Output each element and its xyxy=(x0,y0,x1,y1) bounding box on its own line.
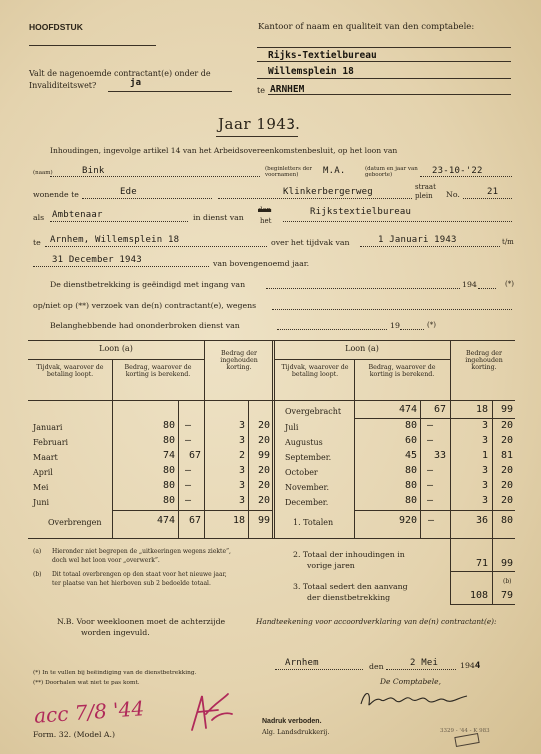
plaats-line xyxy=(275,669,363,670)
stamp-mark xyxy=(454,733,479,747)
footer-datum: 2 Mei xyxy=(410,658,439,668)
totaal2-k1: 71 xyxy=(475,558,488,569)
totalen-b2: — xyxy=(428,515,435,526)
table-vrule xyxy=(274,340,275,538)
korting-cell: 3 xyxy=(481,465,488,476)
bedrag-cents-cell: — xyxy=(427,420,434,431)
kantoor-line-2 xyxy=(257,61,511,62)
overgebracht-label: Overgebracht xyxy=(285,407,342,416)
tijdvak-van: 1 Januari 1943 xyxy=(378,235,457,245)
bedrag-cents-cell: — xyxy=(427,435,434,446)
tijdvak-tot-line xyxy=(33,266,209,267)
month-cell: Augustus xyxy=(285,438,323,447)
adres-line xyxy=(45,246,267,247)
dienstbetrekking-jaar: 194 xyxy=(462,280,477,289)
note-b-line1: Dit totaal overbrengen op den staat voor het nieuwe jaar, xyxy=(52,571,227,578)
korting-cents-cell: 20 xyxy=(500,420,513,431)
woonplaats-line xyxy=(82,198,212,199)
bedrag-cell: 80 xyxy=(162,465,175,476)
als-label: als xyxy=(33,213,45,222)
korting-cell: 3 xyxy=(238,465,245,476)
star-note-2: (**) Doorhalen wat niet te pas komt. xyxy=(33,680,140,686)
straat-label: straat xyxy=(415,183,436,191)
overbrengen-k2: 99 xyxy=(257,515,270,526)
korting-cell: 3 xyxy=(238,435,245,446)
intro-text: Inhoudingen, ingevolge artikel 14 van het Arbeidsovereenkomstenbesluit, op het loon van xyxy=(50,146,398,155)
bedrag-header-left: Bedrag, waarover de korting is berekend. xyxy=(124,364,192,378)
comptabele-signature xyxy=(355,686,475,712)
dienstbetrekking-line xyxy=(266,288,460,289)
month-cell: Februari xyxy=(33,438,69,447)
plein-label: plein xyxy=(415,192,433,200)
table-vrule xyxy=(354,359,355,538)
bedrag-cell: 80 xyxy=(404,465,417,476)
werkgever-value: Rijkstextielbureau xyxy=(310,207,412,217)
onderbroken-jaar-line xyxy=(400,329,424,330)
handwritten-initials xyxy=(188,690,236,734)
loon-header-left: Loon (a) xyxy=(99,344,133,353)
bedrag-cell: 80 xyxy=(162,435,175,446)
korting-cents-cell: 20 xyxy=(257,465,270,476)
table-header-rule-1 xyxy=(28,359,204,360)
korting-cents-cell: 20 xyxy=(257,480,270,491)
footer-jaar-label: 194 xyxy=(460,661,475,670)
note-a-line1: Hieronder niet begrepen de „uitkeeringen wegens ziekte”, xyxy=(52,548,231,555)
month-cell: December. xyxy=(285,498,329,507)
bedrag-cell: 80 xyxy=(162,480,175,491)
korting-cents-cell: 20 xyxy=(500,465,513,476)
footer-jaar-digit: 4 xyxy=(474,661,481,671)
overgebracht-b2: 67 xyxy=(433,404,446,415)
nb-line2: worden ingevuld. xyxy=(81,628,150,637)
totalen-label: 1. Totalen xyxy=(293,518,334,527)
totalen-k2: 80 xyxy=(500,515,513,526)
bedrag-cents-cell: — xyxy=(185,435,192,446)
table-header-rule-2 xyxy=(274,359,450,360)
footer-jaar xyxy=(460,661,481,671)
overbrengen-label: Overbrengen xyxy=(48,518,102,527)
korting-cell: 3 xyxy=(238,495,245,506)
totaal2-rule xyxy=(450,571,515,572)
nadruk-label: Nadruk verboden. xyxy=(262,718,322,725)
den-struck: den xyxy=(258,206,272,214)
jaar-title xyxy=(218,115,300,133)
hoofdstuk-label: HOOFDSTUK xyxy=(29,22,83,32)
month-cell: Mei xyxy=(33,483,49,492)
korting-cell: 3 xyxy=(481,480,488,491)
geboren-line xyxy=(420,176,512,177)
tijdvak-van-line xyxy=(360,246,500,247)
form-label: Form. 32. (Model A.) xyxy=(33,730,116,739)
totaal3-line1: 3. Totaal sedert den aanvang xyxy=(293,582,408,591)
het-label: het xyxy=(260,217,272,225)
straat-line xyxy=(218,198,412,199)
totaal3-k2: 79 xyxy=(500,590,513,601)
bedrag-cents-cell: — xyxy=(427,480,434,491)
onderbroken-text: Belanghebbende had ononderbroken dienst van xyxy=(50,321,240,330)
te-label: te xyxy=(33,238,41,247)
handteekening-label: Handteekening voor accoordverklaring van de(n) contractant(e): xyxy=(256,617,497,626)
month-cell: Maart xyxy=(33,453,58,462)
korting-cell: 3 xyxy=(481,495,488,506)
jaar-label: Jaar 194 xyxy=(218,115,287,133)
naam-line xyxy=(50,176,260,177)
korting-cents-cell: 20 xyxy=(257,435,270,446)
ingehouden-header-left: Bedrag der ingehouden korting. xyxy=(220,350,258,371)
tijdvak-header-left: Tijdvak, waarover de betaling loopt. xyxy=(36,364,104,378)
korting-cell: 3 xyxy=(481,420,488,431)
totaal2-k2: 99 xyxy=(500,558,513,569)
jaar-digit: 3 xyxy=(286,117,296,133)
star-ref-2: (*) xyxy=(427,321,436,329)
invaliditeit-line xyxy=(108,91,232,92)
overbrengen-b1: 474 xyxy=(156,515,175,526)
overgebracht-k1: 18 xyxy=(475,404,488,415)
month-cell: Juli xyxy=(285,423,299,432)
bovengenoemd-text: van bovengenoemd jaar. xyxy=(213,259,310,268)
kantoor-line-1 xyxy=(257,47,511,48)
month-cell: October xyxy=(285,468,318,477)
footer-den: den xyxy=(369,662,384,671)
nummer-line xyxy=(463,198,512,199)
comptabele-label: De Comptabele, xyxy=(380,677,441,686)
bedrag-cell: 60 xyxy=(404,435,417,446)
kantoor-line-3 xyxy=(257,78,511,79)
bedrag-cell: 80 xyxy=(162,420,175,431)
korting-cents-cell: 20 xyxy=(257,495,270,506)
totaal3-line2: der dienstbetrekking xyxy=(307,593,391,602)
woonplaats-value: Ede xyxy=(120,187,137,197)
table-vrule xyxy=(420,400,421,538)
functie-line xyxy=(50,221,188,222)
invaliditeit-answer: ja xyxy=(130,78,142,88)
straat-value: Klinkerbergerweg xyxy=(283,187,373,197)
totalen-b1: 920 xyxy=(398,515,417,526)
korting-cents-cell: 20 xyxy=(257,420,270,431)
dienstbetrekking-jaar-line xyxy=(478,288,496,289)
month-cell: September. xyxy=(285,453,332,462)
bedrag-header-right: Bedrag, waarover de korting is berekend. xyxy=(368,364,436,378)
bedrag-cell: 45 xyxy=(404,450,417,461)
note-a-mark: (a) xyxy=(33,548,42,555)
handwritten-note: acc 7/8 '44 xyxy=(33,696,145,728)
table-bottom-rule xyxy=(28,538,515,539)
korting-cell: 3 xyxy=(238,420,245,431)
no-label: No. xyxy=(446,190,460,199)
overgebracht-k2: 99 xyxy=(500,404,513,415)
jaar-dot: . xyxy=(295,115,301,133)
bedrag-cell: 80 xyxy=(404,420,417,431)
verzoek-line xyxy=(272,309,512,310)
kantoor-name: Rijks-Textielbureau xyxy=(268,50,377,61)
bedrag-cents-cell: — xyxy=(427,465,434,476)
kantoor-line-4 xyxy=(268,94,511,95)
korting-cents-cell: 20 xyxy=(500,495,513,506)
totaal3-k1: 108 xyxy=(469,590,488,601)
voornamen-value: M.A. xyxy=(323,166,346,176)
right-total-rule xyxy=(355,510,515,511)
bedrag-cell: 80 xyxy=(404,480,417,491)
invaliditeit-question-2: Invaliditeitswet? xyxy=(29,81,97,90)
month-cell: Januari xyxy=(33,423,63,432)
bedrag-cents-cell: — xyxy=(185,465,192,476)
note-b-line2: ter plaatse van het hierboven sub 2 bedoelde totaal. xyxy=(52,580,211,587)
totaal2-line2: vorige jaren xyxy=(307,561,355,570)
bedrag-cents-cell: — xyxy=(185,420,192,431)
kantoor-street: Willemsplein 18 xyxy=(268,66,354,77)
korting-cents-cell: 99 xyxy=(257,450,270,461)
onderbroken-jaar: 19 xyxy=(390,321,400,330)
dienst-label: in dienst van xyxy=(193,213,244,222)
korting-cell: 1 xyxy=(481,450,488,461)
onderbroken-line xyxy=(277,329,387,330)
werkgever-adres: Arnhem, Willemsplein 18 xyxy=(50,235,180,245)
month-cell: November. xyxy=(285,483,329,492)
nb-line1: N.B. Voor weekloonen moet de achterzijde xyxy=(57,617,226,626)
totaal3-rule xyxy=(450,604,515,605)
tijdvak-label: over het tijdvak van xyxy=(271,238,350,247)
naam-label: (naam) xyxy=(33,170,53,176)
bedrag-cents-cell: — xyxy=(185,480,192,491)
footer-plaats: Arnhem xyxy=(285,658,319,668)
table-vrule xyxy=(112,359,113,538)
loon-header-right: Loon (a) xyxy=(345,344,379,353)
bedrag-cents-cell: — xyxy=(185,495,192,506)
totaal3-b-mark: (b) xyxy=(503,578,512,585)
geboren-value: 23-10-'22 xyxy=(432,166,483,176)
jaar-underline xyxy=(216,136,298,137)
bedrag-cents-cell: 33 xyxy=(433,450,446,461)
totalen-k1: 36 xyxy=(475,515,488,526)
bedrag-cell: 74 xyxy=(162,450,175,461)
invaliditeit-question-1: Valt de nagenoemde contractant(e) onder de xyxy=(29,69,211,78)
werkgever-line xyxy=(283,221,512,222)
verzoek-text: op/niet op (**) verzoek van de(n) contractant(e), wegens xyxy=(33,301,257,310)
overbrengen-b2: 67 xyxy=(188,515,201,526)
korting-cents-cell: 20 xyxy=(500,480,513,491)
bedrag-cents-cell: 67 xyxy=(188,450,201,461)
datum-line xyxy=(386,669,456,670)
totaal2-line1: 2. Totaal der inhoudingen in xyxy=(293,550,405,559)
naam-value: Bink xyxy=(82,166,105,176)
korting-cents-cell: 20 xyxy=(500,435,513,446)
hoofdstuk-line xyxy=(29,45,156,46)
table-vrule xyxy=(272,340,273,538)
bedrag-cell: 80 xyxy=(404,495,417,506)
star-ref-1: (*) xyxy=(505,280,514,288)
print-code: 3329 - '44 - K 983 xyxy=(440,728,490,734)
ingehouden-header-right: Bedrag der ingehouden korting. xyxy=(465,350,503,371)
month-cell: Juni xyxy=(33,498,50,507)
korting-cell: 2 xyxy=(238,450,245,461)
note-b-mark: (b) xyxy=(33,571,42,578)
month-cell: April xyxy=(33,468,53,477)
nummer-value: 21 xyxy=(487,187,499,197)
overgebracht-rule xyxy=(355,418,515,419)
bedrag-cell: 80 xyxy=(162,495,175,506)
voornamen-label: (beginletters der voornamen) xyxy=(265,166,313,178)
korting-cell: 3 xyxy=(481,435,488,446)
kantoor-label: Kantoor of naam en qualiteit van den comptabele: xyxy=(258,22,475,32)
wonende-label: wonende te xyxy=(33,190,79,199)
kantoor-city: ARNHEM xyxy=(270,84,305,95)
tijdvak-tot: 31 December 1943 xyxy=(52,255,142,265)
overbrengen-k1: 18 xyxy=(232,515,245,526)
bedrag-cents-cell: — xyxy=(427,495,434,506)
korting-cents-cell: 81 xyxy=(500,450,513,461)
tijdvak-header-right: Tijdvak, waarover de betaling loopt. xyxy=(281,364,349,378)
kantoor-te: te xyxy=(257,86,265,95)
star-note-1: (*) In te vullen bij beëindiging van de dienstbetrekking. xyxy=(33,670,197,676)
functie-value: Ambtenaar xyxy=(52,210,103,220)
left-total-rule xyxy=(113,510,272,511)
overgebracht-b1: 474 xyxy=(398,404,417,415)
dienstbetrekking-text: De dienstbetrekking is geëindigd met ingang van xyxy=(50,280,246,289)
korting-cell: 3 xyxy=(238,480,245,491)
geboren-label: (datum en jaar van geboorte) xyxy=(365,166,418,178)
drukkerij-label: Alg. Landsdrukkerij. xyxy=(262,728,330,736)
note-a-line2: doch wel het loon voor „overwerk”. xyxy=(52,557,160,564)
tm-label: t/m xyxy=(502,238,514,246)
